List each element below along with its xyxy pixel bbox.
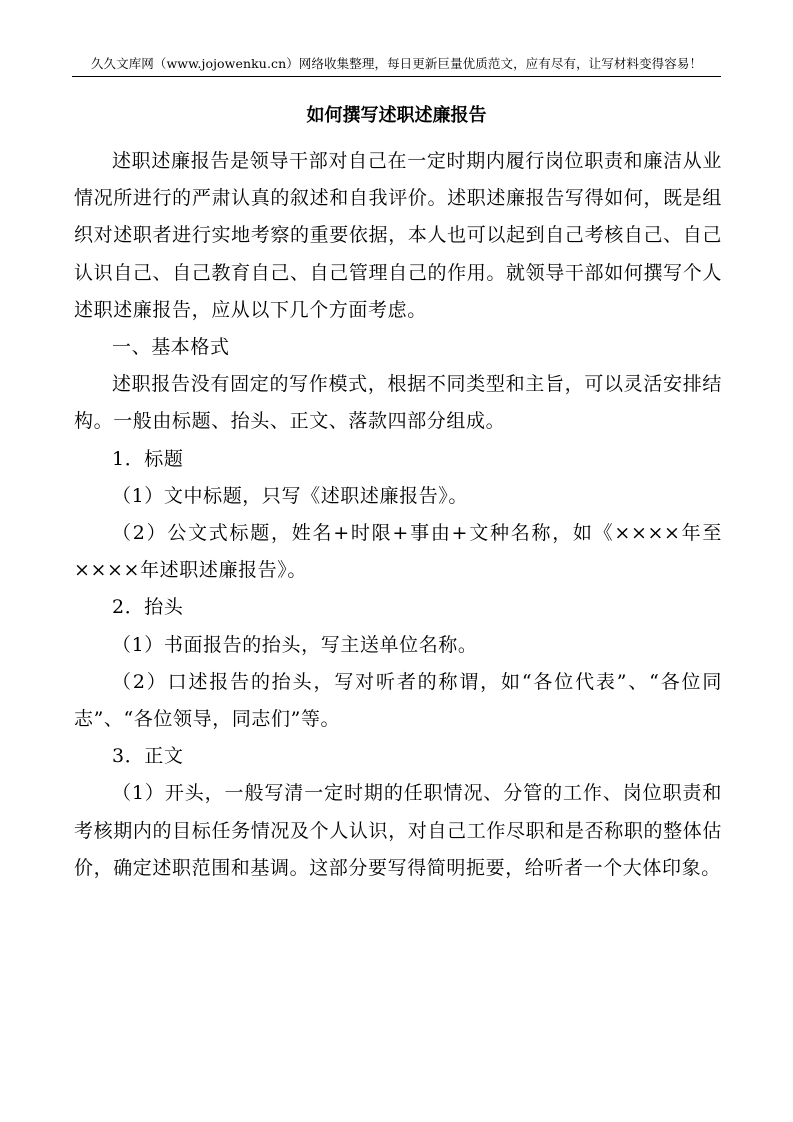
salutation-item-1: （1）书面报告的抬头，写主送单位名称。 xyxy=(112,633,478,656)
subheading-title: 1．标题 xyxy=(112,447,184,470)
format-paragraph: 述职报告没有固定的写作模式，根据不同类型和主旨，可以灵活安排结构。一般由标题、抬头、正文、落款四部分组成。 xyxy=(74,373,722,433)
subheading-body: 3．正文 xyxy=(112,745,184,768)
header-divider xyxy=(72,76,721,77)
body-item-1: （1）开头，一般写清一定时期的任职情况、分管的工作、岗位职责和考核期内的目标任务情况及个人认识，对自己工作尽职和是否称职的整体估价，确定述职范围和基调。这部分要写得简明扼要，给听者一个大体印象。 xyxy=(74,782,722,879)
title-item-1: （1）文中标题，只写《述职述廉报告》。 xyxy=(112,484,468,507)
subheading-salutation: 2．抬头 xyxy=(112,596,184,619)
title-item-2: （2）公文式标题，姓名+时限+事由+文种名称，如《××××年至××××年述职述廉报告》。 xyxy=(74,522,722,582)
salutation-item-2: （2）口述报告的抬头，写对听者的称谓，如“各位代表”、“各位同志”、“各位领导，同志们”等。 xyxy=(74,670,722,731)
page-header: 久久文库网（www.jojowenku.cn）网络收集整理，每日更新巨量优质范文，应有尽有，让写材料变得容易！ xyxy=(90,56,703,71)
document-title: 如何撰写述职述廉报告 xyxy=(306,105,487,126)
intro-paragraph: 述职述廉报告是领导干部对自己在一定时期内履行岗位职责和廉洁从业情况所进行的严肃认真的叙述和自我评价。述职述廉报告写得如何，既是组织对述职者进行实地考察的重要依据，本人也可以起到自己考核自己、自己认识自己、自己教育自己、自己管理自己的作用。就领导干部如何撰写个人述职述廉报告，应从以下几个方面考虑。 xyxy=(74,150,722,321)
document-body xyxy=(74,143,722,887)
section-heading-basic-format: 一、基本格式 xyxy=(112,336,230,359)
